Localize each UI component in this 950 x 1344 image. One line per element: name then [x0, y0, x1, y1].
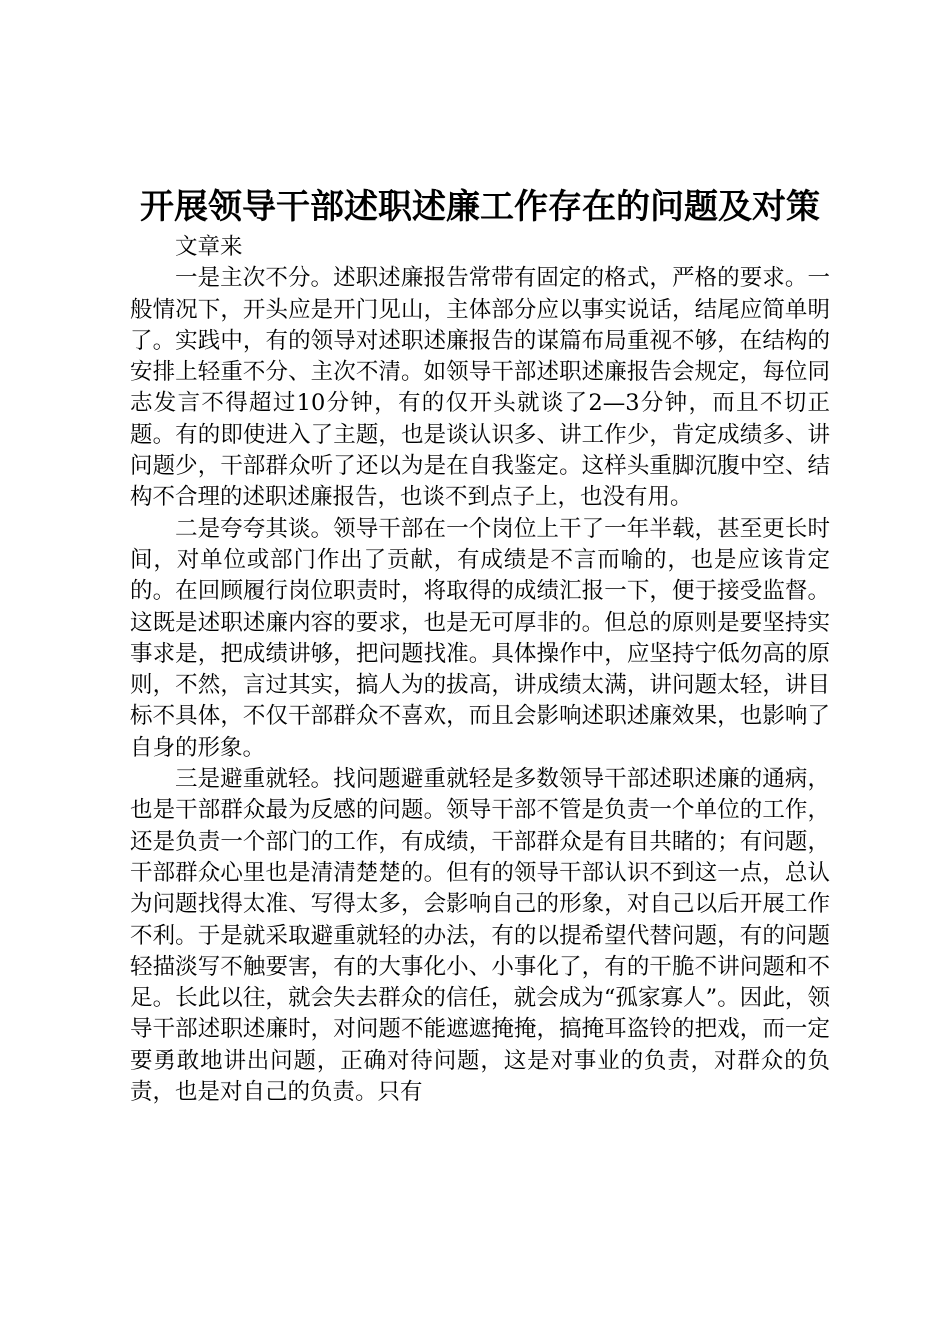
document-body	[130, 232, 830, 1108]
document-title: 开展领导干部述职述廉工作存在的问题及对策	[140, 187, 820, 227]
paragraph-2: 二是夸夸其谈。领导干部在一个岗位上干了一年半载，甚至更长时间，对单位或部门作出了贡献，有成绩是不言而喻的，也是应该肯定的。在回顾履行岗位职责时，将取得的成绩汇报一下，便于接受监督。这既是述职述廉内容的要求，也是无可厚非的。但总的原则是要坚持实事求是，把成绩讲够，把问题找准。具体操作中，应坚持宁低勿高的原则，不然，言过其实，搞人为的拔高，讲成绩太满，讲问题太轻，讲目标不具体，不仅干部群众不喜欢，而且会影响述职述廉效果，也影响了自身的形象。	[130, 515, 830, 761]
source-line: 文章来	[175, 234, 243, 260]
paragraph-3: 三是避重就轻。找问题避重就轻是多数领导干部述职述廉的通病，也是干部群众最为反感的问题。领导干部不管是负责一个单位的工作，还是负责一个部门的工作，有成绩，干部群众是有目共睹的；有问题，干部群众心里也是清清楚楚的。但有的领导干部认识不到这一点，总认为问题找得太准、写得太多，会影响自己的形象，对自己以后开展工作不利。于是就采取避重就轻的办法，有的以提希望代替问题，有的问题轻描淡写不触要害，有的大事化小、小事化了，有的干脆不讲问题和不足。长此以往，就会失去群众的信任，就会成为“孤家寡人”。因此，领导干部述职述廉时，对问题不能遮遮掩掩，搞掩耳盗铃的把戏，而一定要勇敢地讲出问题，正确对待问题，这是对事业的负责，对群众的负责，也是对自己的负责。只有	[130, 766, 830, 1106]
paragraph-1: 一是主次不分。述职述廉报告常带有固定的格式，严格的要求。一般情况下，开头应是开门见山，主体部分应以事实说话，结尾应简单明了。实践中，有的领导对述职述廉报告的谋篇布局重视不够，在结构的安排上轻重不分、主次不清。如领导干部述职述廉报告会规定，每位同志发言不得超过10分钟，有的仅开头就谈了2—3分钟，而且不切正题。有的即使进入了主题，也是谈认识多、讲工作少，肯定成绩多、讲问题少，干部群众听了还以为是在自我鉴定。这样头重脚沉腹中空、结构不合理的述职述廉报告，也谈不到点子上，也没有用。	[130, 265, 830, 511]
